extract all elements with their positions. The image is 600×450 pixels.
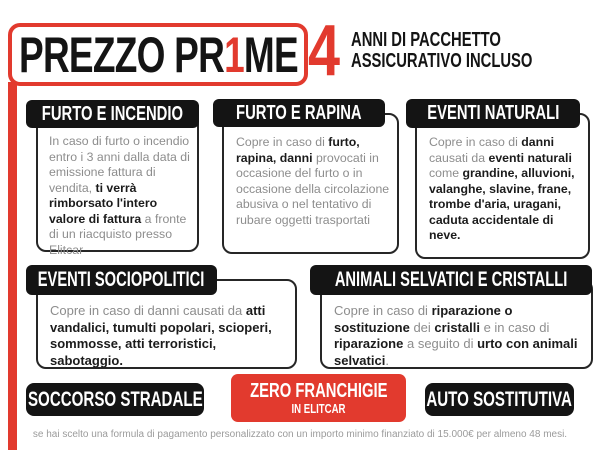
body-text-bold: furto, rapina, danni — [236, 135, 360, 165]
panel-body-eventi-naturali — [429, 135, 582, 244]
body-text: . — [385, 352, 389, 368]
zero-franchigie-line2: IN ELITCAR — [291, 400, 346, 416]
badge-furto-e-incendio — [26, 100, 199, 128]
body-text: e in caso di — [479, 319, 550, 335]
panel-body-furto-e-incendio — [49, 134, 190, 258]
body-text-bold: danni — [521, 135, 555, 149]
badge-soccorso-stradale — [26, 383, 204, 416]
badge-furto-e-rapina — [213, 99, 385, 127]
big-number-4: 4 — [308, 11, 341, 91]
body-text: causati da — [429, 150, 489, 165]
body-text-bold: riparazione o sostituzione — [334, 303, 513, 335]
body-text-bold: eventi naturali — [488, 150, 572, 165]
panel-body-animali-selvatici-e-cristalli — [334, 303, 585, 369]
body-text: Copre in caso di — [429, 135, 522, 149]
badge-label: EVENTI SOCIOPOLITICI — [38, 268, 205, 291]
badge-label: SOCCORSO STRADALE — [27, 387, 203, 411]
badge-animali-selvatici-e-cristalli — [310, 265, 592, 295]
body-text-bold: atti vandalici, tumulti popolari, scioperi, sommosse, atti terroristici, sabotaggio. — [50, 303, 272, 368]
body-text: come — [429, 166, 463, 180]
page-title — [18, 26, 298, 83]
body-text: provocati in occasione del furto o in occasione della circolazione abusiva o nel tentativo di rubare oggetti trasportati — [236, 150, 390, 227]
badge-label: EVENTI NATURALI — [426, 102, 560, 124]
badge-label: FURTO E INCENDIO — [41, 102, 184, 125]
body-text-bold: ti verrà rimborsato l'intero valore di fattura — [49, 180, 158, 226]
panel-furto-e-rapina — [222, 113, 399, 254]
subtitle-line-1: ANNI DI PACCHETTO — [351, 29, 501, 51]
body-text: Copre in caso di danni causati da — [50, 303, 246, 318]
header-subtitle — [351, 30, 596, 72]
badge-eventi-sociopolitici — [26, 265, 217, 295]
body-text-bold: riparazione — [334, 336, 404, 351]
panel-eventi-naturali — [415, 113, 590, 259]
footnote: se hai scelto una formula di pagamento personalizzato con un importo minimo finanziato di 15.000€ per almeno 48 mesi. — [32, 429, 568, 440]
title-box — [8, 23, 308, 86]
badge-label: ANIMALI SELVATICI E CRISTALLI — [334, 268, 568, 291]
body-text: Copre in caso di — [236, 135, 329, 149]
badge-eventi-naturali — [406, 99, 580, 128]
body-text: Copre in caso di — [334, 303, 432, 318]
title-part2: ME — [243, 26, 298, 83]
body-text-bold: cristalli — [434, 319, 480, 335]
body-text: In caso di furto o incendio entro i 3 anni dalla data di emissione fattura di vendita, — [49, 134, 190, 195]
red-accent-bar — [8, 82, 17, 450]
title-part1: PREZZO PR — [18, 26, 224, 83]
body-text: a fronte di un riacquisto presso Elitcar — [49, 211, 187, 257]
body-text: a seguito di — [403, 336, 478, 351]
badge-auto-sostitutiva — [425, 383, 574, 416]
badge-zero-franchigie — [231, 374, 406, 422]
title-highlight-1: 1 — [223, 26, 244, 83]
badge-label: FURTO E RAPINA — [236, 101, 362, 124]
badge-label: AUTO SOSTITUTIVA — [426, 387, 573, 411]
panel-furto-e-incendio — [36, 114, 199, 257]
body-text-bold: grandine, alluvioni, valanghe, slavine, frane, trombe d'aria, uragani, caduta accidentale di neve. — [429, 166, 575, 242]
body-text: dei — [409, 319, 435, 335]
subtitle-line-2: ASSICURATIVO INCLUSO — [351, 50, 533, 72]
panel-body-furto-e-rapina — [236, 135, 390, 228]
zero-franchigie-line1: ZERO FRANCHIGIE — [249, 379, 388, 402]
panel-body-eventi-sociopolitici — [50, 303, 288, 369]
body-text-bold: urto con animali selvatici — [334, 336, 578, 368]
